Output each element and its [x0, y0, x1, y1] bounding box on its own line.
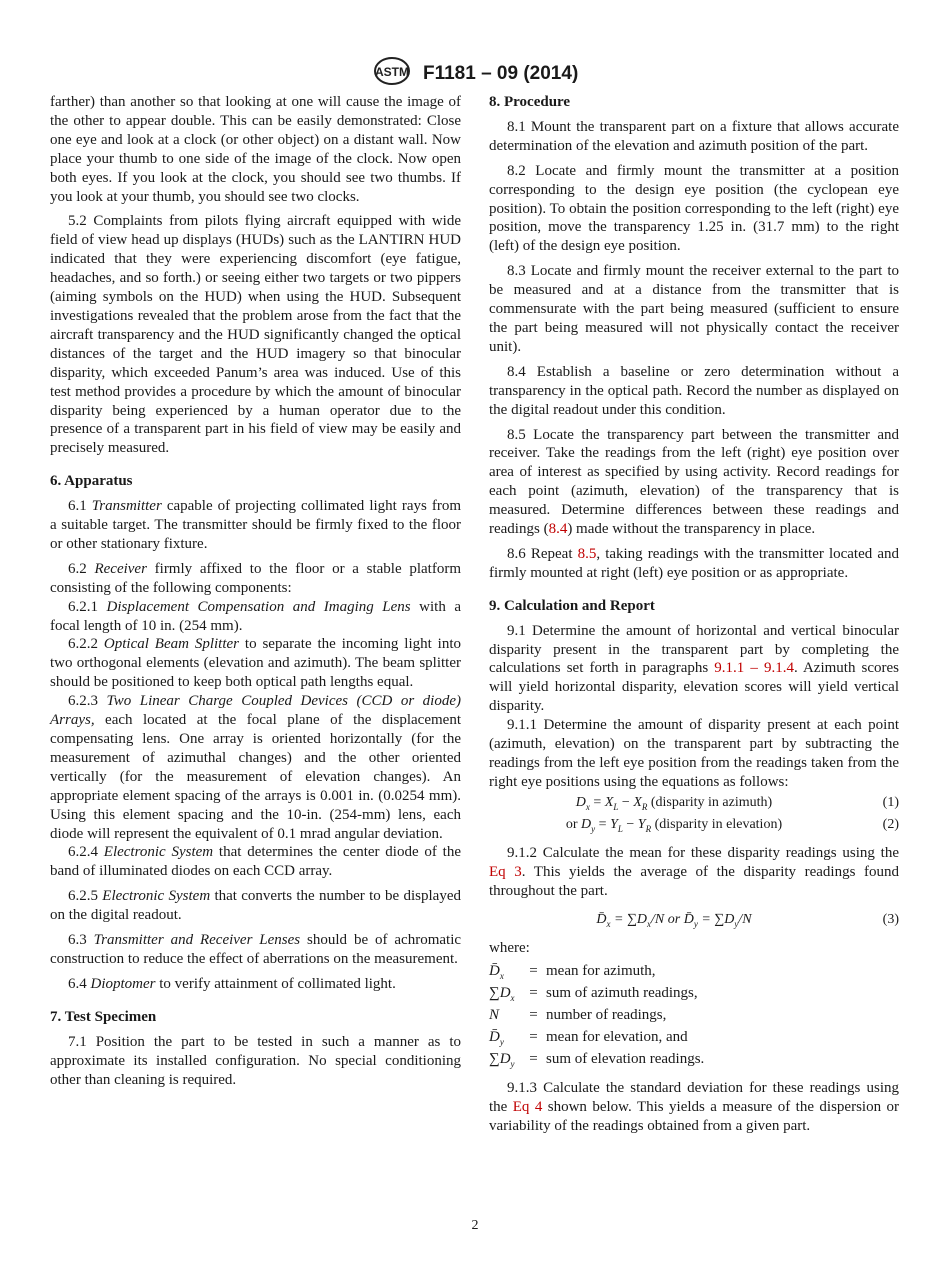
- link-eq-4[interactable]: Eq 4: [512, 1099, 543, 1116]
- paragraph-6-2-5: 6.2.5 Electronic System that converts the number to be displayed on the digital readout.: [50, 888, 461, 924]
- definition-row: $\sum D_y$ = sum of elevation readings.: [489, 1051, 705, 1070]
- variable-definitions: [489, 963, 899, 1073]
- paragraph-6-2-3: 6.2.3 Two Linear Charge Coupled Devices (CCD or diode) Arrays, each located at the focal plane of the displacement compensating lens. One array is oriented horizontally (for the measurement of azimuthal changes) and the other oriented vertically (for the measurement of elevation changes). An appropriate element spacing of the arrays is 0.001 in. (0.0254 mm). Using this element spacing and the 10-in. (254-mm) lens, each diode will represent the equivalent of 0.1 mrad angular deviation.: [50, 693, 462, 842]
- link-section-8-5[interactable]: 8.5: [577, 545, 597, 562]
- paragraph-6-4: 6.4 Dioptomer to verify attainment of collimated light.: [68, 975, 396, 992]
- paragraph-9-1: 9.1 Determine the amount of horizontal and vertical binocular disparity present in the transparent part by completing the calculations set forth in paragraphs 9.1.1 – 9.1.4. Azimuth scores will yield horizontal disparity, elevation scores will yield vertical disparity.: [489, 622, 899, 715]
- page-header: [0, 56, 950, 92]
- link-eq-3[interactable]: Eq 3: [489, 863, 522, 880]
- paragraph-6-2: 6.2 Receiver firmly affixed to the floor or a stable platform consisting of the following components:: [50, 560, 462, 596]
- equation-3: $D̄_x = \sum D_x/N$ or $D̄_y = \sum D_y/N$ (3): [489, 909, 899, 931]
- section-7-heading: 7. Test Specimen: [50, 1008, 157, 1025]
- paragraph-6-2-4: 6.2.4 Electronic System that determines the center diode of the band of illuminated diodes on each CCD array.: [50, 844, 461, 880]
- svg-text:ASTM: ASTM: [374, 65, 409, 79]
- paragraph-8-2: 8.2 Locate and firmly mount the transmitter at a position corresponding to the design eye position (the cyclopean eye position). To obtain the position corresponding to the left (right) eye position, move the transparency 1.25 in. (31.7 mm) to the right (left) of the design eye position.: [489, 162, 899, 255]
- paragraph-9-1-1: 9.1.1 Determine the amount of disparity present at each point (azimuth, elevation) on the transparent part by subtracting the readings from the left eye position from the readings taken from the right eye positions using the equations as follows:: [489, 717, 899, 790]
- paragraph-8-3: 8.3 Locate and firmly mount the receiver external to the part to be measured and at a distance from the transmitter that is commensurate with the part being measured (sufficient to ensure the part being measured will not physically contact the receiver unit).: [489, 263, 899, 355]
- paragraph-6-2-2: 6.2.2 Optical Beam Splitter to separate the incoming light into two orthogonal elements (elevation and azimuth). The beam splitter should be positioned to keep both optical path lengths equal.: [50, 636, 462, 691]
- equation-number: (3): [882, 911, 899, 927]
- astm-logo-icon: [372, 56, 412, 92]
- equation-2: or $D_y = Y_L - Y_R$ (disparity in elevation) (2): [489, 814, 899, 836]
- paragraph-5-1-continued: farther) than another so that looking at one will cause the image of the other to appear double. This can be easily demonstrated: Close one eye and look at a clock (or other object) on a distant wall. Now place your thumb to one side of the image of the clock. Now open both eyes. If you look at the clock, you should see two thumbs. If you look at your thumb, you should see two clocks.: [50, 94, 461, 205]
- section-8-heading: 8. Procedure: [489, 94, 571, 110]
- definition-row: $D̄_y$ = mean for elevation, and: [489, 1029, 688, 1048]
- section-9-heading: 9. Calculation and Report: [489, 597, 655, 614]
- paragraph-9-1-3: 9.1.3 Calculate the standard deviation for these readings using the Eq 4 shown below. This yields a measure of the dispersion or variability of the readings obtained from a given part.: [489, 1080, 899, 1135]
- paragraph-6-2-1: 6.2.1 Displacement Compensation and Imaging Lens with a focal length of 10 in. (254 mm).: [50, 598, 462, 634]
- definition-row: $\sum D_x$ = sum of azimuth readings,: [489, 985, 698, 1004]
- paragraph-8-1: 8.1 Mount the transparent part on a fixture that allows accurate determination of the elevation and azimuth position of the part.: [489, 118, 899, 154]
- paragraph-9-1-2: 9.1.2 Calculate the mean for these disparity readings using the Eq 3. This yields the average of the disparity readings found throughout the part.: [489, 844, 899, 899]
- left-column: [50, 93, 461, 1095]
- where-label: where:: [489, 939, 530, 956]
- standard-designation: F1181 – 09 (2014): [422, 63, 579, 84]
- paragraph-6-1: 6.1 Transmitter capable of projecting collimated light rays from a suitable target. The transmitter should be firmly fixed to the floor or other stationary fixture.: [50, 498, 462, 552]
- link-section-8-4[interactable]: 8.4: [548, 521, 568, 538]
- definition-row: $D̄_x$ = mean for azimuth,: [489, 963, 656, 982]
- paragraph-6-3: 6.3 Transmitter and Receiver Lenses should be of achromatic construction to reduce the effect of aberrations on the measurement.: [50, 932, 462, 967]
- equation-number: (2): [882, 816, 899, 832]
- paragraph-8-4: 8.4 Establish a baseline or zero determination without a transparency in the optical path. Record the number as displayed on the digital readout under this condition.: [489, 363, 899, 418]
- section-6-heading: 6. Apparatus: [50, 473, 133, 490]
- page-number: 2: [471, 1218, 479, 1233]
- paragraph-8-6: 8.6 Repeat 8.5, taking readings with the transmitter located and firmly mounted at right (left) eye position or as appropriate.: [489, 545, 899, 581]
- paragraph-7-1: 7.1 Position the part to be tested in such a manner as to approximate its installed configuration. No special conditioning other than cleaning is required.: [50, 1033, 461, 1088]
- equation-number: (1): [882, 794, 899, 810]
- link-9-1-1-to-9-1-4[interactable]: 9.1.1 – 9.1.4: [714, 660, 794, 677]
- paragraph-5-2: 5.2 Complaints from pilots flying aircraft equipped with wide field of view head up displays (HUDs) such as the LANTIRN HUD indicated that they were experiencing discomfort (eye fatigue, headaches, and so forth.) or seeing either two targets or two pippers (aiming symbols on the HUD) when using the HUD. Subsequent investigations revealed that the problem arose from the fact that the aircraft transparency and the HUD significantly changed the optical distances of the target and the HUD imagery so that binocular disparity, which exceeded Panum’s area was induced. Use of this test method provides a procedure by which the amount of binocular disparity being experienced by a human operator due to the presence of a transparent part in his field of view may be easily and precisely measured.: [50, 213, 461, 457]
- right-column: [489, 93, 899, 1142]
- definition-row: N = number of readings,: [489, 1007, 667, 1024]
- equation-1: $D_x = X_L - X_R$ (disparity in azimuth) (1): [489, 792, 899, 814]
- paragraph-8-5: 8.5 Locate the transparency part between the transmitter and receiver. Take the readings from the left (right) eye position over area of interest as specified by using activity. Record readings for each point (azimuth, elevation) of the transparency that is measured. Determine differences between these readings and readings (8.4) made without the transparency in place.: [489, 426, 899, 538]
